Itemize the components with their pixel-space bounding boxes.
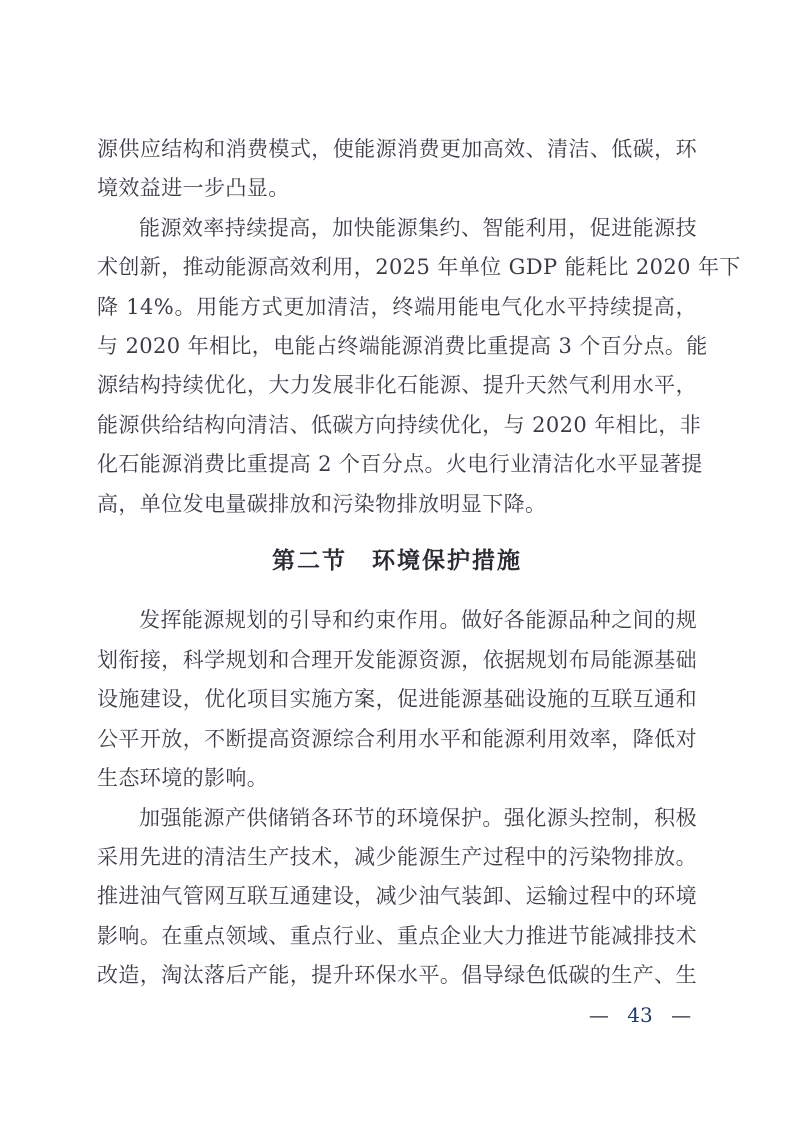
- text-line: 源供应结构和消费模式，使能源消费更加高效、清洁、低碳，环: [97, 137, 697, 161]
- text-line: 生态环境的影响。: [97, 766, 269, 791]
- page-number-value: 43: [627, 1003, 653, 1027]
- text-line: 公平开放，不断提高资源综合利用水平和能源利用效率，降低对: [97, 726, 697, 751]
- text-line: 境效益进一步凸显。: [97, 176, 290, 201]
- text-line: 加强能源产供储销各环节的环境保护。强化源头控制，积极: [139, 805, 697, 830]
- body-text: [97, 130, 741, 996]
- text-line: 术创新，推动能源高效利用，2025 年单位 GDP 能耗比 2020 年下: [97, 255, 741, 280]
- text-line: 化石能源消费比重提高 2 个百分点。火电行业清洁化水平显著提: [97, 452, 703, 477]
- page-number-dash-right: —: [671, 1003, 692, 1027]
- text-line: 改造，淘汰落后产能，提升环保水平。倡导绿色低碳的生产、生: [97, 963, 697, 988]
- section-heading: 第二节 环境保护措施: [272, 547, 522, 574]
- text-line: 推进油气管网互联互通建设，减少油气装卸、运输过程中的环境: [97, 884, 697, 909]
- text-line: 影响。在重点领域、重点行业、重点企业大力推进节能减排技术: [97, 923, 697, 948]
- page-number: [560, 1000, 720, 1030]
- text-line: 降 14%。用能方式更加清洁，终端用能电气化水平持续提高，: [97, 294, 697, 319]
- text-line: 能源效率持续提高，加快能源集约、智能利用，促进能源技: [139, 215, 697, 240]
- text-line: 设施建设，优化项目实施方案，促进能源基础设施的互联互通和: [97, 687, 697, 712]
- text-line: 划衔接，科学规划和合理开发能源资源，依据规划布局能源基础: [97, 647, 697, 672]
- page-number-dash-left: —: [588, 1003, 609, 1027]
- text-line: 与 2020 年相比，电能占终端能源消费比重提高 3 个百分点。能: [97, 334, 708, 359]
- text-line: 高，单位发电量碳排放和污染物排放明显下降。: [97, 491, 547, 516]
- text-line: 发挥能源规划的引导和约束作用。做好各能源品种之间的规: [139, 608, 697, 633]
- text-line: 源结构持续优化，大力发展非化石能源、提升天然气利用水平，: [97, 373, 697, 398]
- text-line: 采用先进的清洁生产技术，减少能源生产过程中的污染物排放。: [97, 844, 697, 869]
- text-line: 能源供给结构向清洁、低碳方向持续优化，与 2020 年相比，非: [97, 412, 702, 437]
